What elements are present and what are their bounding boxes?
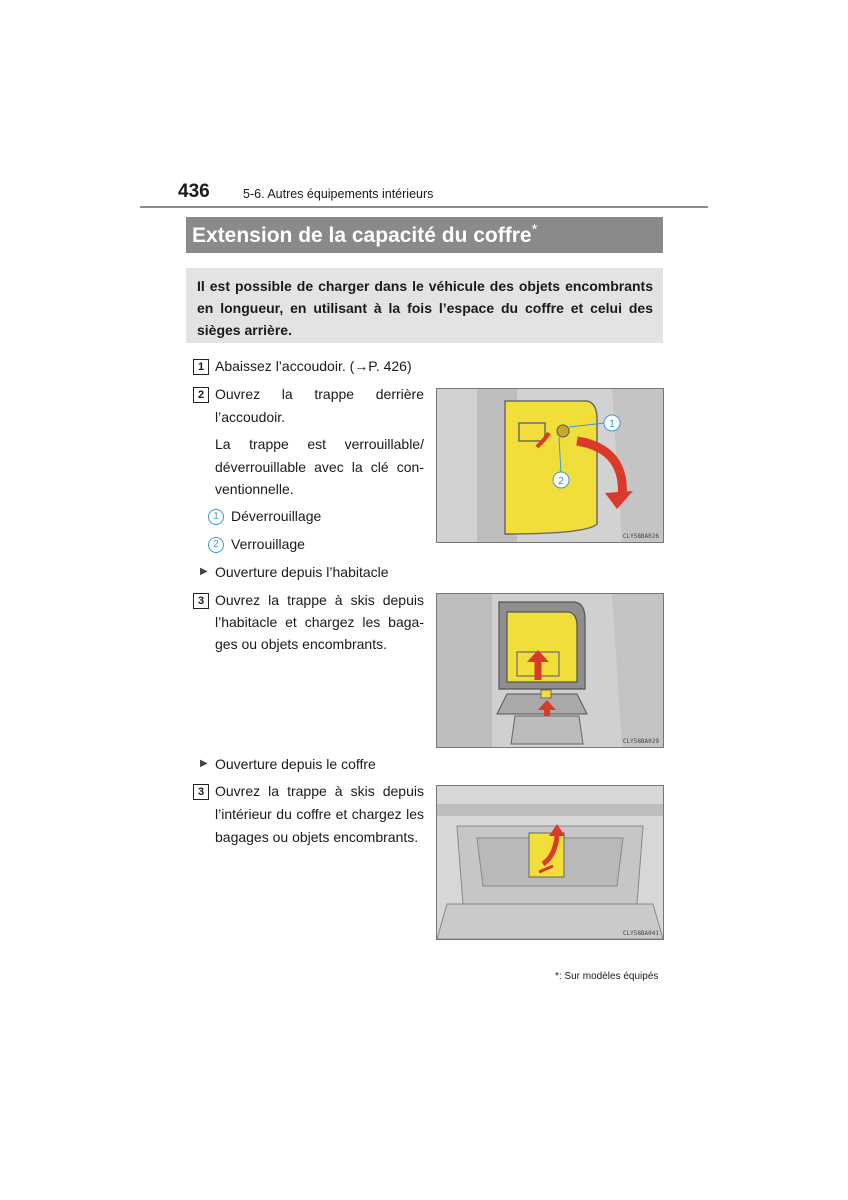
section-title: 5-6. Autres équipements intérieurs bbox=[243, 187, 434, 201]
step-3-cabin-line-1: Ouvrez la trappe à skis depuis bbox=[215, 592, 424, 608]
legend-label-lock: Verrouillage bbox=[231, 536, 305, 552]
step-2-note-line-2: déverrouillable avec la clé con- bbox=[215, 459, 424, 475]
step-3-trunk-line-2: l’intérieur du coffre et chargez les bbox=[215, 806, 424, 822]
trunk-ski-hatch-illustration bbox=[437, 786, 663, 939]
figure-cabin-ski-hatch bbox=[436, 593, 664, 748]
legend-callout-1: 1 bbox=[208, 509, 224, 525]
armrest-hatch-illustration bbox=[437, 389, 663, 542]
page-title-bar bbox=[186, 217, 663, 253]
intro-text: Il est possible de charger dans le véhicule des objets encombrants en longueur, en utilisant à la fois l’espace du coffre et celui des sièges arrière. bbox=[197, 278, 653, 338]
triangle-bullet-icon: ▶ bbox=[200, 758, 208, 769]
step-number-2: 2 bbox=[193, 387, 209, 403]
figure-code: CLY58BA029 bbox=[622, 738, 659, 745]
step-number-3-cabin: 3 bbox=[193, 593, 209, 609]
title-asterisk: * bbox=[531, 221, 538, 238]
subheading-cabin: Ouverture depuis l’habitacle bbox=[215, 564, 389, 580]
intro-box bbox=[186, 268, 663, 343]
page-title bbox=[192, 221, 537, 248]
step-2-note-line-3: ventionnelle. bbox=[215, 481, 294, 497]
step-number-3-trunk: 3 bbox=[193, 784, 209, 800]
step-3-cabin-line-3: ges ou objets encombrants. bbox=[215, 636, 387, 652]
figure-armrest-hatch bbox=[436, 388, 664, 543]
figure-code: CLY58BA041 bbox=[622, 930, 659, 937]
figure-code: CLY58BA026 bbox=[622, 533, 659, 540]
figure-callout-2: 2 bbox=[557, 476, 565, 487]
footnote: *: Sur modèles équipés bbox=[555, 971, 659, 982]
step-2-note-line-1: La trappe est verrouillable/ bbox=[215, 436, 424, 452]
subheading-trunk: Ouverture depuis le coffre bbox=[215, 756, 376, 772]
figure-trunk-ski-hatch bbox=[436, 785, 664, 940]
step-3-trunk-line-3: bagages ou objets encombrants. bbox=[215, 829, 419, 845]
figure-callout-1: 1 bbox=[608, 419, 616, 430]
triangle-bullet-icon: ▶ bbox=[200, 566, 208, 577]
step-1-text: Abaissez l’accoudoir. (→P. 426) bbox=[215, 358, 412, 374]
step-3-trunk-line-1: Ouvrez la trappe à skis depuis bbox=[215, 783, 424, 799]
step-3-cabin-line-2: l’habitacle et chargez les baga- bbox=[215, 614, 424, 630]
step-2-line-2: l’accoudoir. bbox=[215, 409, 286, 425]
cabin-ski-hatch-illustration bbox=[437, 594, 663, 747]
step-number-1: 1 bbox=[193, 359, 209, 375]
page-number: 436 bbox=[178, 181, 210, 202]
legend-label-unlock: Déverrouillage bbox=[231, 508, 322, 524]
header-divider bbox=[140, 206, 708, 208]
page-title-text: Extension de la capacité du coffre bbox=[192, 224, 532, 247]
legend-callout-2: 2 bbox=[208, 537, 224, 553]
step-2-line-1: Ouvrez la trappe derrière bbox=[215, 386, 424, 402]
